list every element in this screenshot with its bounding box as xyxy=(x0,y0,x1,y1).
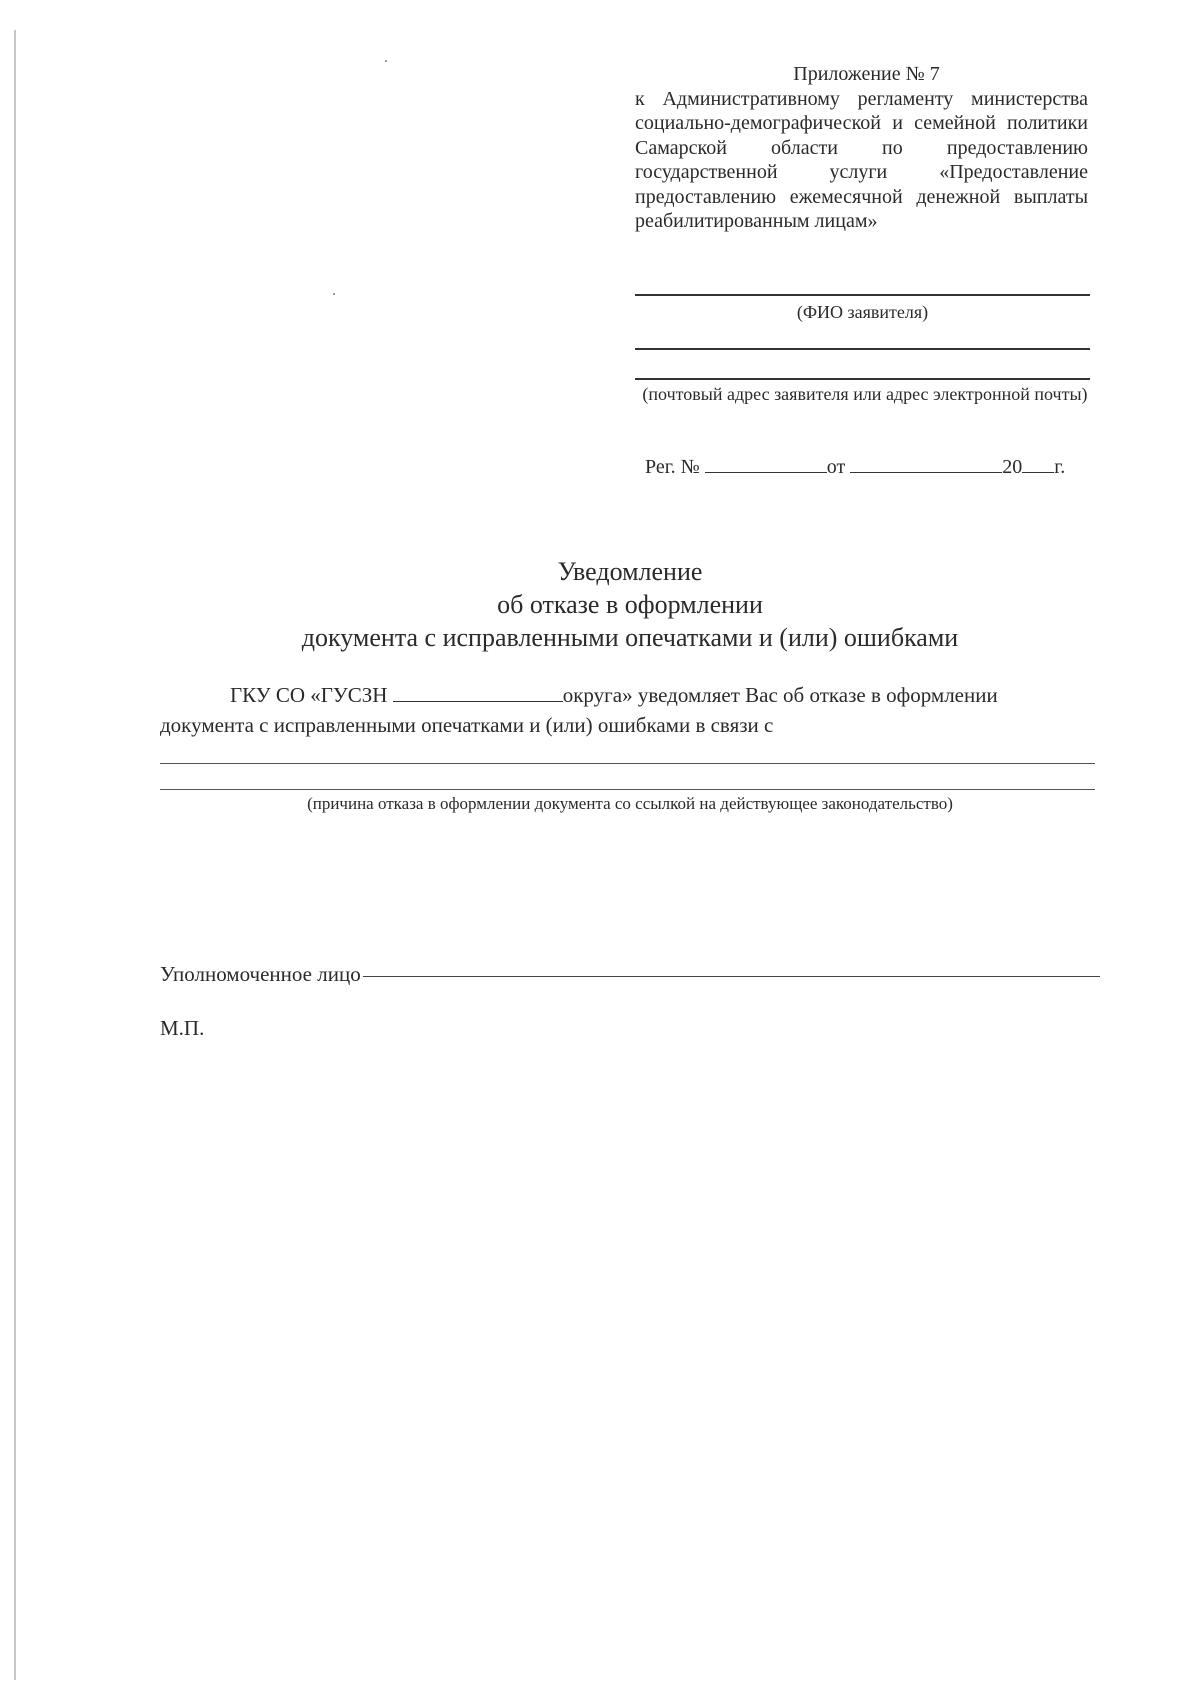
reason-line-2 xyxy=(160,789,1095,790)
reg-label: Рег. № xyxy=(645,456,700,478)
district-blank xyxy=(393,683,563,702)
agency-name: ГКУ СО «ГУСЗН xyxy=(230,683,388,707)
reg-year-suffix: г. xyxy=(1054,456,1066,478)
notice-title-line-3: документа с исправленными опечатками и (или) ошибками xyxy=(301,623,959,652)
reg-number-blank xyxy=(705,454,827,473)
stamp-place-label: М.П. xyxy=(160,1016,205,1040)
notice-title xyxy=(160,555,1100,654)
annex-title: Приложение № 7 xyxy=(793,63,940,85)
registration-line xyxy=(645,454,1090,479)
applicant-name-line xyxy=(635,294,1090,296)
applicant-address-caption: (почтовый адрес заявителя или адрес электронной почты) xyxy=(642,384,1088,404)
notice-body-line-1-end: округа» уведомляет Вас об отказе в оформлении xyxy=(562,683,998,707)
notice-title-line-2: об отказе в оформлении xyxy=(497,590,763,619)
signature-line xyxy=(363,975,1100,977)
reason-caption: (причина отказа в оформлении документа со ссылкой на действующее законодательство) xyxy=(307,794,953,813)
signature-label: Уполномоченное лицо xyxy=(160,962,361,986)
signature-row xyxy=(160,962,1100,987)
notice-title-line-1: Уведомление xyxy=(557,557,703,586)
applicant-address-line-1 xyxy=(635,348,1090,350)
reg-year-blank xyxy=(1022,454,1054,473)
reg-date-blank xyxy=(850,454,1002,473)
annex-body: к Административному регламенту министерства социально-демографической и семейной политики Самарской области по предоставлению государственной услуги «Предоставление предоставлению ежемесячной денежной выплаты реабилитированным лицам» xyxy=(635,87,1088,232)
applicant-address-line-2 xyxy=(635,378,1090,380)
notice-body-line-1 xyxy=(230,683,1110,708)
annex-block xyxy=(635,62,1088,234)
scan-speck xyxy=(385,60,387,62)
reason-line-1 xyxy=(160,763,1095,764)
scan-speck xyxy=(333,293,335,295)
reg-from-label: от xyxy=(826,456,846,478)
scan-edge-line xyxy=(14,30,16,1680)
reg-year-label: 20 xyxy=(1002,456,1023,478)
applicant-name-caption: (ФИО заявителя) xyxy=(796,302,929,322)
notice-body-line-2: документа с исправленными опечатками и (или) ошибками в связи с xyxy=(160,713,774,737)
